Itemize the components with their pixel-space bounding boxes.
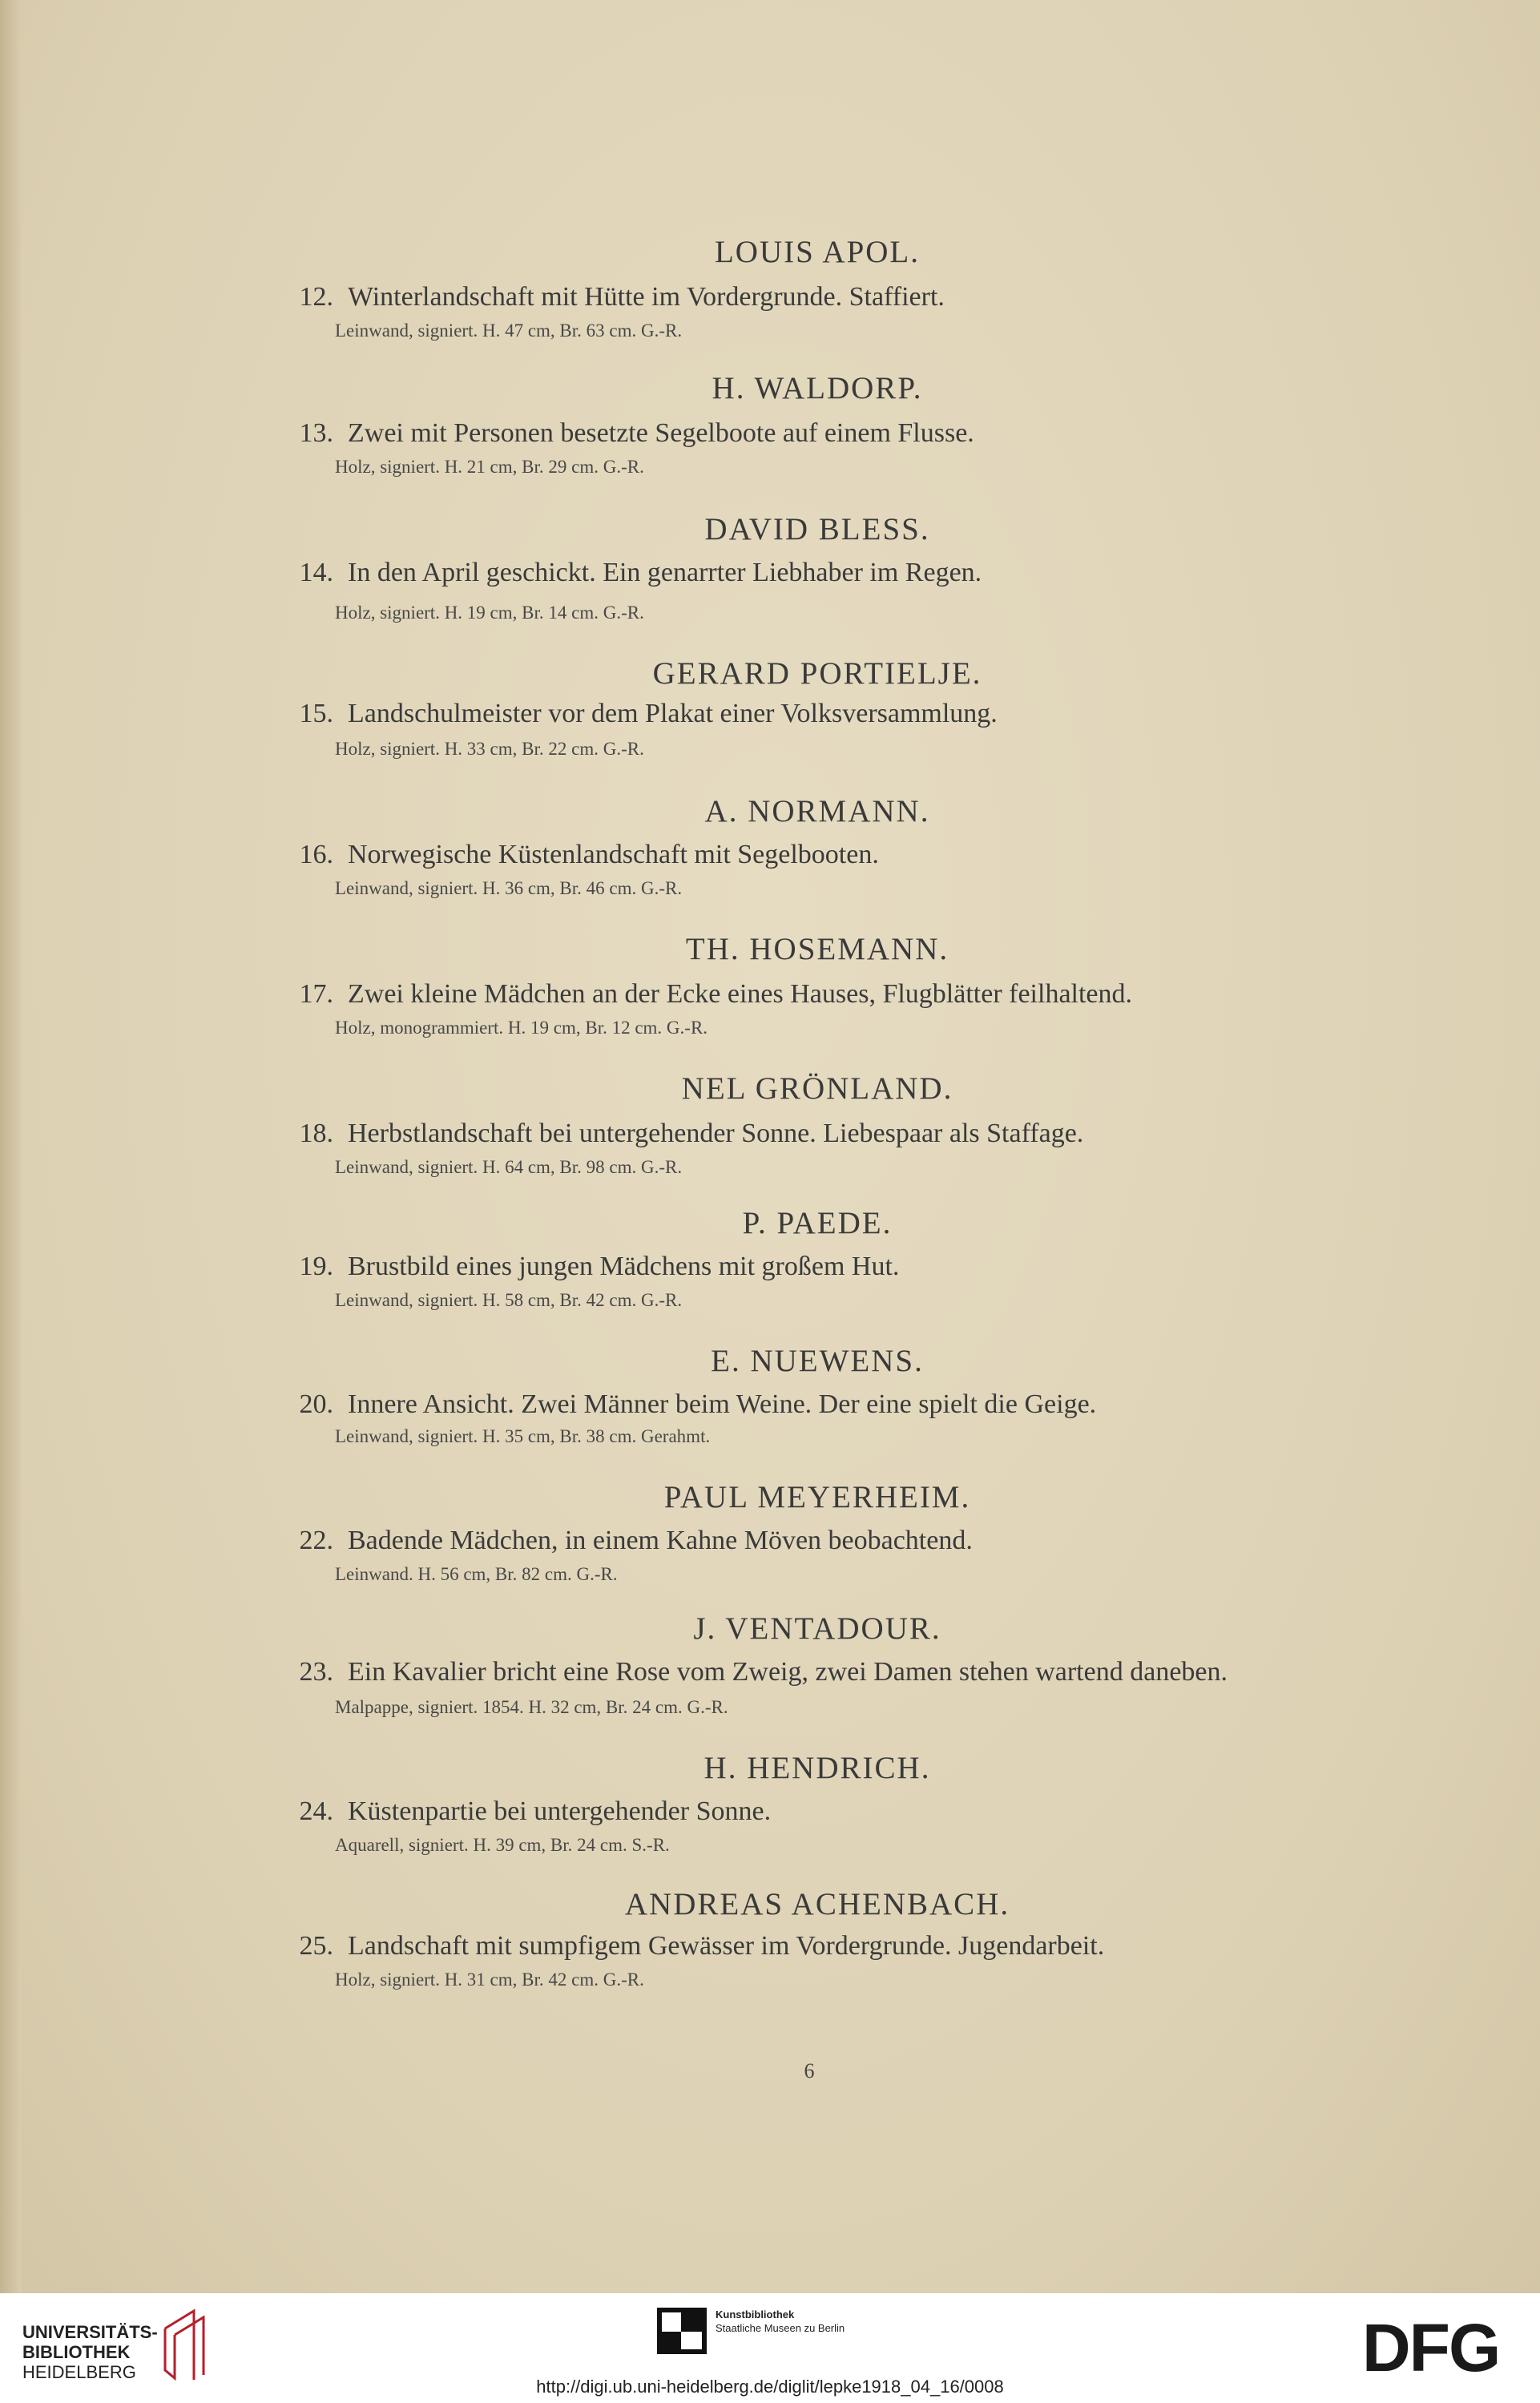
entry-details: Leinwand. H. 56 cm, Br. 82 cm. G.-R. bbox=[335, 1564, 618, 1584]
artist-heading: LOUIS APOL. bbox=[714, 235, 921, 269]
artist-heading: DAVID BLESS. bbox=[704, 512, 930, 546]
entry-details: Leinwand, signiert. H. 35 cm, Br. 38 cm. Gerahmt. bbox=[335, 1426, 711, 1446]
entry-title: Landschaft mit sumpfigem Gewässer im Vordergrunde. Jugendarbeit. bbox=[348, 1931, 1105, 1961]
catalog-entry bbox=[280, 699, 998, 729]
artist-heading: J. VENTADOUR. bbox=[693, 1611, 941, 1646]
entry-title: In den April geschickt. Ein genarrter Liebhaber im Regen. bbox=[348, 558, 982, 587]
artist-heading: TH. HOSEMANN. bbox=[685, 932, 949, 966]
heidelberg-library-logo-text[interactable] bbox=[22, 2322, 158, 2382]
entry-details: Leinwand, signiert. H. 47 cm, Br. 63 cm. G.-R. bbox=[335, 321, 683, 341]
catalog-entry bbox=[280, 558, 982, 588]
entry-title: Ein Kavalier bricht eine Rose vom Zweig, zwei Damen stehen wartend daneben. bbox=[348, 1657, 1228, 1687]
artist-heading: GERARD PORTIELJE. bbox=[652, 656, 982, 691]
entry-number: 19. bbox=[299, 1252, 333, 1281]
entry-details: Leinwand, signiert. H. 64 cm, Br. 98 cm. G.-R. bbox=[335, 1157, 683, 1177]
artist-heading: P. PAEDE. bbox=[742, 1206, 893, 1240]
entry-title: Zwei kleine Mädchen an der Ecke eines Hauses, Flugblätter feilhaltend. bbox=[348, 979, 1133, 1009]
entry-details: Holz, signiert. H. 19 cm, Br. 14 cm. G.-R. bbox=[335, 603, 644, 623]
entry-details: Holz, monogrammiert. H. 19 cm, Br. 12 cm. G.-R. bbox=[335, 1018, 708, 1038]
permalink-url[interactable]: http://digi.ub.uni-heidelberg.de/diglit/lepke1918_04_16/0008 bbox=[536, 2377, 1004, 2397]
catalog-entry bbox=[280, 1526, 973, 1556]
kunstbibliothek-icon bbox=[657, 2308, 707, 2354]
catalog-entry bbox=[280, 840, 879, 870]
entry-number: 16. bbox=[299, 840, 333, 869]
entry-title: Winterlandschaft mit Hütte im Vordergrunde. Staffiert. bbox=[348, 282, 945, 312]
catalog-entry bbox=[280, 282, 945, 312]
catalog-entry bbox=[280, 1796, 771, 1827]
artist-heading: H. HENDRICH. bbox=[703, 1751, 931, 1785]
entry-details: Holz, signiert. H. 31 cm, Br. 42 cm. G.-R. bbox=[335, 1970, 644, 1990]
catalog-entry bbox=[280, 418, 974, 449]
entry-details: Holz, signiert. H. 21 cm, Br. 29 cm. G.-R. bbox=[335, 457, 644, 477]
entry-title: Brustbild eines jungen Mädchens mit großem Hut. bbox=[348, 1252, 900, 1281]
artist-heading: A. NORMANN. bbox=[704, 794, 930, 829]
entry-details: Leinwand, signiert. H. 58 cm, Br. 42 cm. G.-R. bbox=[335, 1290, 683, 1310]
ub-line1: UNIVERSITÄTS- bbox=[22, 2322, 158, 2342]
entry-number: 22. bbox=[299, 1526, 333, 1555]
entry-number: 25. bbox=[299, 1931, 333, 1961]
catalog-entry bbox=[280, 1931, 1104, 1962]
entry-title: Küstenpartie bei untergehender Sonne. bbox=[348, 1796, 772, 1826]
ub-line2: BIBLIOTHEK bbox=[22, 2342, 131, 2362]
artist-heading: NEL GRÖNLAND. bbox=[681, 1071, 953, 1106]
artist-heading: E. NUEWENS. bbox=[711, 1344, 924, 1378]
dfg-logo[interactable]: DFG bbox=[1362, 2310, 1500, 2385]
entry-number: 15. bbox=[299, 699, 333, 728]
entry-title: Herbstlandschaft bei untergehender Sonne. Liebespaar als Staffage. bbox=[348, 1119, 1084, 1148]
entry-title: Landschulmeister vor dem Plakat einer Volksversammlung. bbox=[348, 699, 998, 728]
page-number: 6 bbox=[804, 2059, 815, 2082]
entry-number: 23. bbox=[299, 1657, 333, 1687]
entry-number: 12. bbox=[299, 282, 333, 312]
catalog-entry bbox=[280, 1657, 1228, 1687]
entry-title: Zwei mit Personen besetzte Segelboote auf einem Flusse. bbox=[348, 418, 974, 448]
catalog-entry bbox=[280, 979, 1132, 1010]
entry-number: 14. bbox=[299, 558, 333, 587]
ub-line3: HEIDELBERG bbox=[22, 2362, 136, 2382]
artist-heading: PAUL MEYERHEIM. bbox=[663, 1480, 971, 1514]
kb-line2: Staatliche Museen zu Berlin bbox=[716, 2322, 845, 2334]
entry-details: Malpappe, signiert. 1854. H. 32 cm, Br. 24 cm. G.-R. bbox=[335, 1697, 728, 1717]
entry-title: Innere Ansicht. Zwei Männer beim Weine. Der eine spielt die Geige. bbox=[348, 1389, 1097, 1419]
heidelberg-library-icon bbox=[160, 2306, 215, 2383]
entry-details: Holz, signiert. H. 33 cm, Br. 22 cm. G.-R. bbox=[335, 739, 644, 759]
entry-details: Aquarell, signiert. H. 39 cm, Br. 24 cm. S.-R. bbox=[335, 1835, 670, 1855]
artist-heading: ANDREAS ACHENBACH. bbox=[624, 1887, 1010, 1921]
entry-number: 18. bbox=[299, 1119, 333, 1148]
kunstbibliothek-logo-text[interactable] bbox=[716, 2308, 845, 2335]
catalog-entry bbox=[280, 1389, 1096, 1420]
entry-number: 17. bbox=[299, 979, 333, 1009]
artist-heading: H. WALDORP. bbox=[712, 371, 923, 405]
entry-number: 24. bbox=[299, 1796, 333, 1826]
entry-title: Norwegische Küstenlandschaft mit Segelbooten. bbox=[348, 840, 879, 869]
catalog-entry bbox=[280, 1119, 1083, 1149]
catalog-entry bbox=[280, 1252, 899, 1282]
page-gutter bbox=[0, 0, 21, 2293]
entry-details: Leinwand, signiert. H. 36 cm, Br. 46 cm. G.-R. bbox=[335, 878, 683, 898]
entry-number: 13. bbox=[299, 418, 333, 448]
entry-number: 20. bbox=[299, 1389, 333, 1419]
kb-line1: Kunstbibliothek bbox=[716, 2308, 795, 2320]
entry-title: Badende Mädchen, in einem Kahne Möven beobachtend. bbox=[348, 1526, 973, 1555]
